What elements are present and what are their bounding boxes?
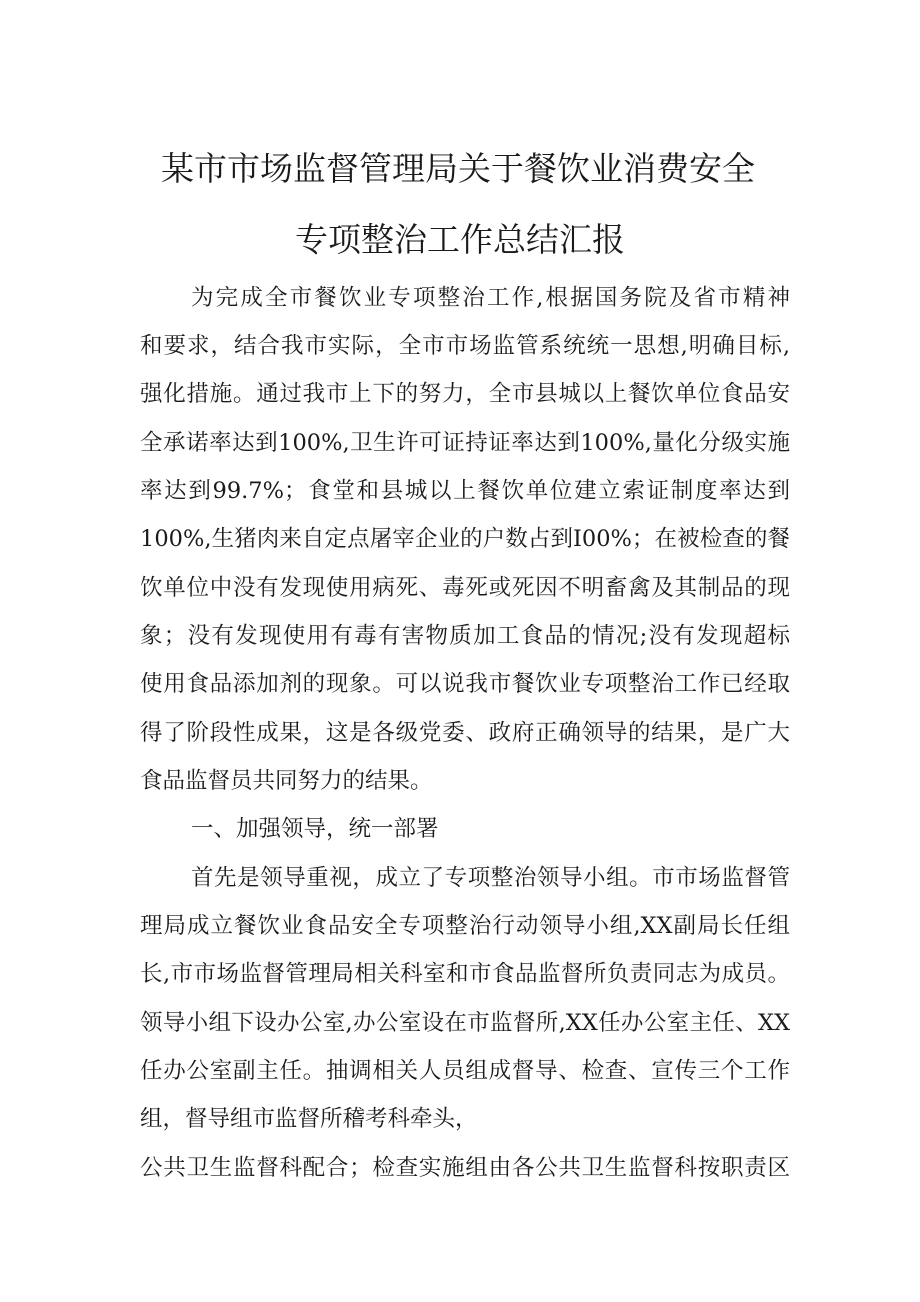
document-title-line-1: 某市市场监督管理局关于餐饮业消费安全 xyxy=(161,149,755,188)
paragraph-1-line: 率达到99.7%；食堂和县城以上餐饮单位建立索证制度率达到 xyxy=(140,478,790,504)
paragraph-2-line: 理局成立餐饮业食品安全专项整治行动领导小组,XX副局长任组 xyxy=(140,913,790,939)
paragraph-1-line: 使用食品添加剂的现象。可以说我市餐饮业专项整治工作已经取 xyxy=(140,671,790,697)
paragraph-1-line: 象；没有发现使用有毒有害物质加工食品的情况;没有发现超标 xyxy=(140,623,790,649)
paragraph-2-line: 首先是领导重视，成立了专项整治领导小组。市市场监督管 xyxy=(191,865,790,891)
paragraph-2-line: 组，督导组市监督所稽考科牵头， xyxy=(140,1106,478,1132)
paragraph-1-line: 饮单位中没有发现使用病死、毒死或死因不明畜禽及其制品的现 xyxy=(140,575,790,601)
paragraph-2-line: 领导小组下设办公室,办公室设在市监督所,XX任办公室主任、XX xyxy=(140,1010,790,1036)
paragraph-2-line: 任办公室副主任。抽调相关人员组成督导、检查、宣传三个工作 xyxy=(140,1058,790,1084)
document-title-line-2: 专项整治工作总结汇报 xyxy=(295,220,625,259)
paragraph-3-line: 公共卫生监督科配合；检查实施组由各公共卫生监督科按职责区 xyxy=(140,1155,790,1181)
section-heading: 一、加强领导，统一部署 xyxy=(191,816,439,842)
paragraph-1-line: 全承诺率达到100%,卫生许可证持证率达到100%,量化分级实施 xyxy=(140,430,790,456)
paragraph-2-line: 长,市市场监督管理局相关科室和市食品监督所负责同志为成员。 xyxy=(140,961,790,987)
paragraph-1-line: 和要求，结合我市实际，全市市场监管系统统一思想,明确目标, xyxy=(140,333,790,359)
paragraph-1-line: 得了阶段性成果，这是各级党委、政府正确领导的结果，是广大 xyxy=(140,720,790,746)
paragraph-1-line: 食品监督员共同努力的结果。 xyxy=(140,768,433,794)
paragraph-1-line: 强化措施。通过我市上下的努力，全市县城以上餐饮单位食品安 xyxy=(140,381,790,407)
paragraph-1-line: 为完成全市餐饮业专项整治工作,根据国务院及省市精神 xyxy=(191,285,790,311)
paragraph-1-line: 100%,生猪肉来自定点屠宰企业的户数占到I00%；在被检查的餐 xyxy=(140,526,790,552)
